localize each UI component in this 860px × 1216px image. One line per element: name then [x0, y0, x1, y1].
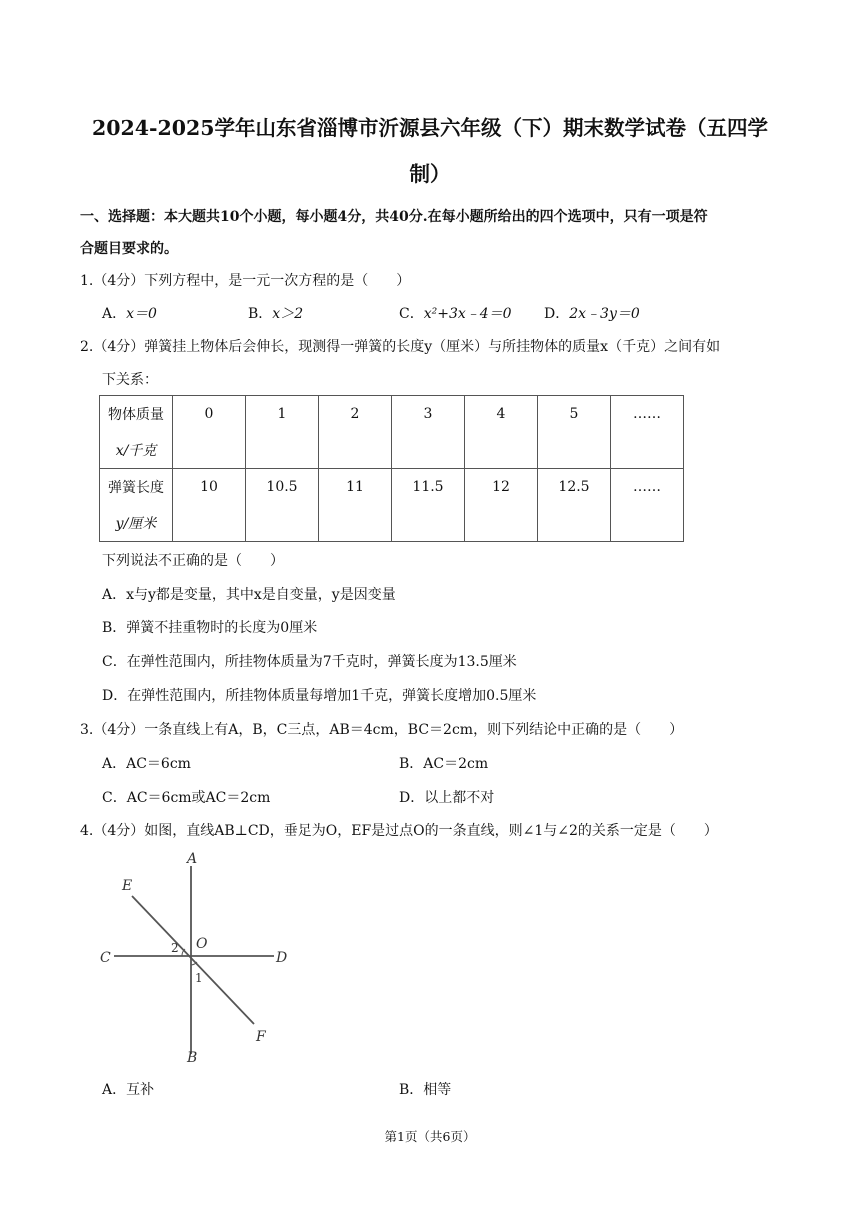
- label-b: B: [187, 1050, 198, 1063]
- table-cell: [611, 469, 684, 542]
- table-cell: [319, 396, 392, 469]
- line-ef: [132, 896, 254, 1024]
- table-cell-value: 5: [569, 406, 579, 422]
- q2-option-d: D．在弹性范围内，所挂物体质量每增加1千克，弹簧长度增加0.5厘米: [102, 688, 537, 704]
- q3-stem: 3.（4分）一条直线上有A，B，C三点，AB＝4cm，BC＝2cm，则下列结论中正确的是（ ）: [80, 722, 684, 738]
- table-cell: [538, 396, 611, 469]
- table-cell-value: 12.5: [558, 479, 590, 495]
- table-cell-value: 0: [204, 406, 214, 422]
- table-cell: [246, 469, 319, 542]
- q4-geometry-figure: [98, 848, 298, 1063]
- q3-option-d: D．以上都不对: [399, 790, 495, 806]
- page-title-line1: 2024-2025学年山东省淄博市沂源县六年级（下）期末数学试卷（五四学: [91, 116, 769, 140]
- q3-option-b: B．AC＝2cm: [399, 756, 489, 772]
- table-row-header: [100, 396, 173, 469]
- q1-option-d: [544, 303, 640, 323]
- table-cell: [465, 469, 538, 542]
- table-header-label: 物体质量: [108, 407, 164, 423]
- page-title-line2: 制）: [409, 162, 451, 186]
- q4-option-b: B．相等: [399, 1082, 452, 1098]
- table-cell: [173, 396, 246, 469]
- table-cell-value: 4: [496, 406, 506, 422]
- q1-option-b: [248, 303, 303, 323]
- label-o: O: [196, 936, 208, 952]
- table-cell-value: ……: [633, 406, 661, 422]
- q1-option-d-text: 2x﹣3y＝0: [569, 306, 640, 322]
- table-cell: [392, 469, 465, 542]
- q2-option-a: A．x与y都是变量，其中x是自变量，y是因变量: [102, 587, 396, 603]
- label-e: E: [122, 878, 133, 894]
- q1-option-c-text: x²+3x﹣4＝0: [423, 306, 512, 322]
- table-cell: [611, 396, 684, 469]
- q3-option-a: A．AC＝6cm: [102, 756, 191, 772]
- q1-option-a-letter: A．: [102, 306, 127, 322]
- q3-option-c: C．AC＝6cm或AC＝2cm: [102, 790, 271, 806]
- table-cell: [392, 396, 465, 469]
- label-d: D: [276, 950, 288, 966]
- table-cell-value: 11: [346, 479, 364, 495]
- q4-stem: 4.（4分）如图，直线AB⊥CD，垂足为O，EF是过点O的一条直线，则∠1与∠2的关系一定是（ ）: [80, 823, 718, 839]
- q1-option-a: [102, 303, 157, 323]
- page-footer: 第1页（共6页）: [384, 1129, 476, 1144]
- table-cell-value: ……: [633, 479, 661, 495]
- q1-option-d-letter: D．: [544, 306, 570, 322]
- table-cell-value: 12: [492, 479, 510, 495]
- q2-data-table: [99, 395, 684, 542]
- q1-option-b-text: x＞2: [272, 306, 304, 322]
- label-angle-2: 2: [171, 941, 179, 955]
- q1-option-c-letter: C．: [399, 306, 424, 322]
- label-a: A: [187, 851, 198, 867]
- q2-option-c: C．在弹性范围内，所挂物体质量为7千克时，弹簧长度为13.5厘米: [102, 654, 517, 670]
- table-cell-value: 2: [350, 406, 360, 422]
- table-cell: [319, 469, 392, 542]
- label-c: C: [100, 950, 111, 966]
- section-heading-line2: 合题目要求的。: [80, 241, 178, 257]
- table-header-label: 弹簧长度: [108, 480, 164, 496]
- table-cell: [538, 469, 611, 542]
- label-angle-1: 1: [195, 971, 203, 985]
- q2-stem-line1: 2.（4分）弹簧挂上物体后会伸长，现测得一弹簧的长度y（厘米）与所挂物体的质量x（千克）之间有如: [80, 339, 721, 355]
- q2-option-b: B．弹簧不挂重物时的长度为0厘米: [102, 620, 318, 636]
- table-cell-value: 10.5: [266, 479, 298, 495]
- table-row: [100, 396, 684, 469]
- q1-option-a-text: x＝0: [126, 306, 157, 322]
- table-row: [100, 469, 684, 542]
- table-header-unit: x/千克: [115, 443, 157, 459]
- section-heading-line1: 一、选择题：本大题共10个小题，每小题4分，共40分.在每小题所给出的四个选项中，只有一项是符: [80, 209, 708, 225]
- q1-option-b-letter: B．: [248, 306, 273, 322]
- table-cell-value: 1: [277, 406, 287, 422]
- table-cell-value: 10: [200, 479, 218, 495]
- table-cell: [465, 396, 538, 469]
- table-header-unit: y/厘米: [115, 516, 157, 532]
- table-row-header: [100, 469, 173, 542]
- table-cell-value: 11.5: [412, 479, 444, 495]
- q4-option-a: A．互补: [102, 1082, 155, 1098]
- q1-option-c: [399, 303, 512, 323]
- q2-prompt: 下列说法不正确的是（ ）: [102, 553, 284, 569]
- table-cell-value: 3: [423, 406, 433, 422]
- table-cell: [246, 396, 319, 469]
- table-cell: [173, 469, 246, 542]
- q2-stem-line2: 下关系：: [102, 372, 158, 388]
- q1-stem: 1.（4分）下列方程中，是一元一次方程的是（ ）: [80, 273, 411, 289]
- label-f: F: [256, 1029, 266, 1045]
